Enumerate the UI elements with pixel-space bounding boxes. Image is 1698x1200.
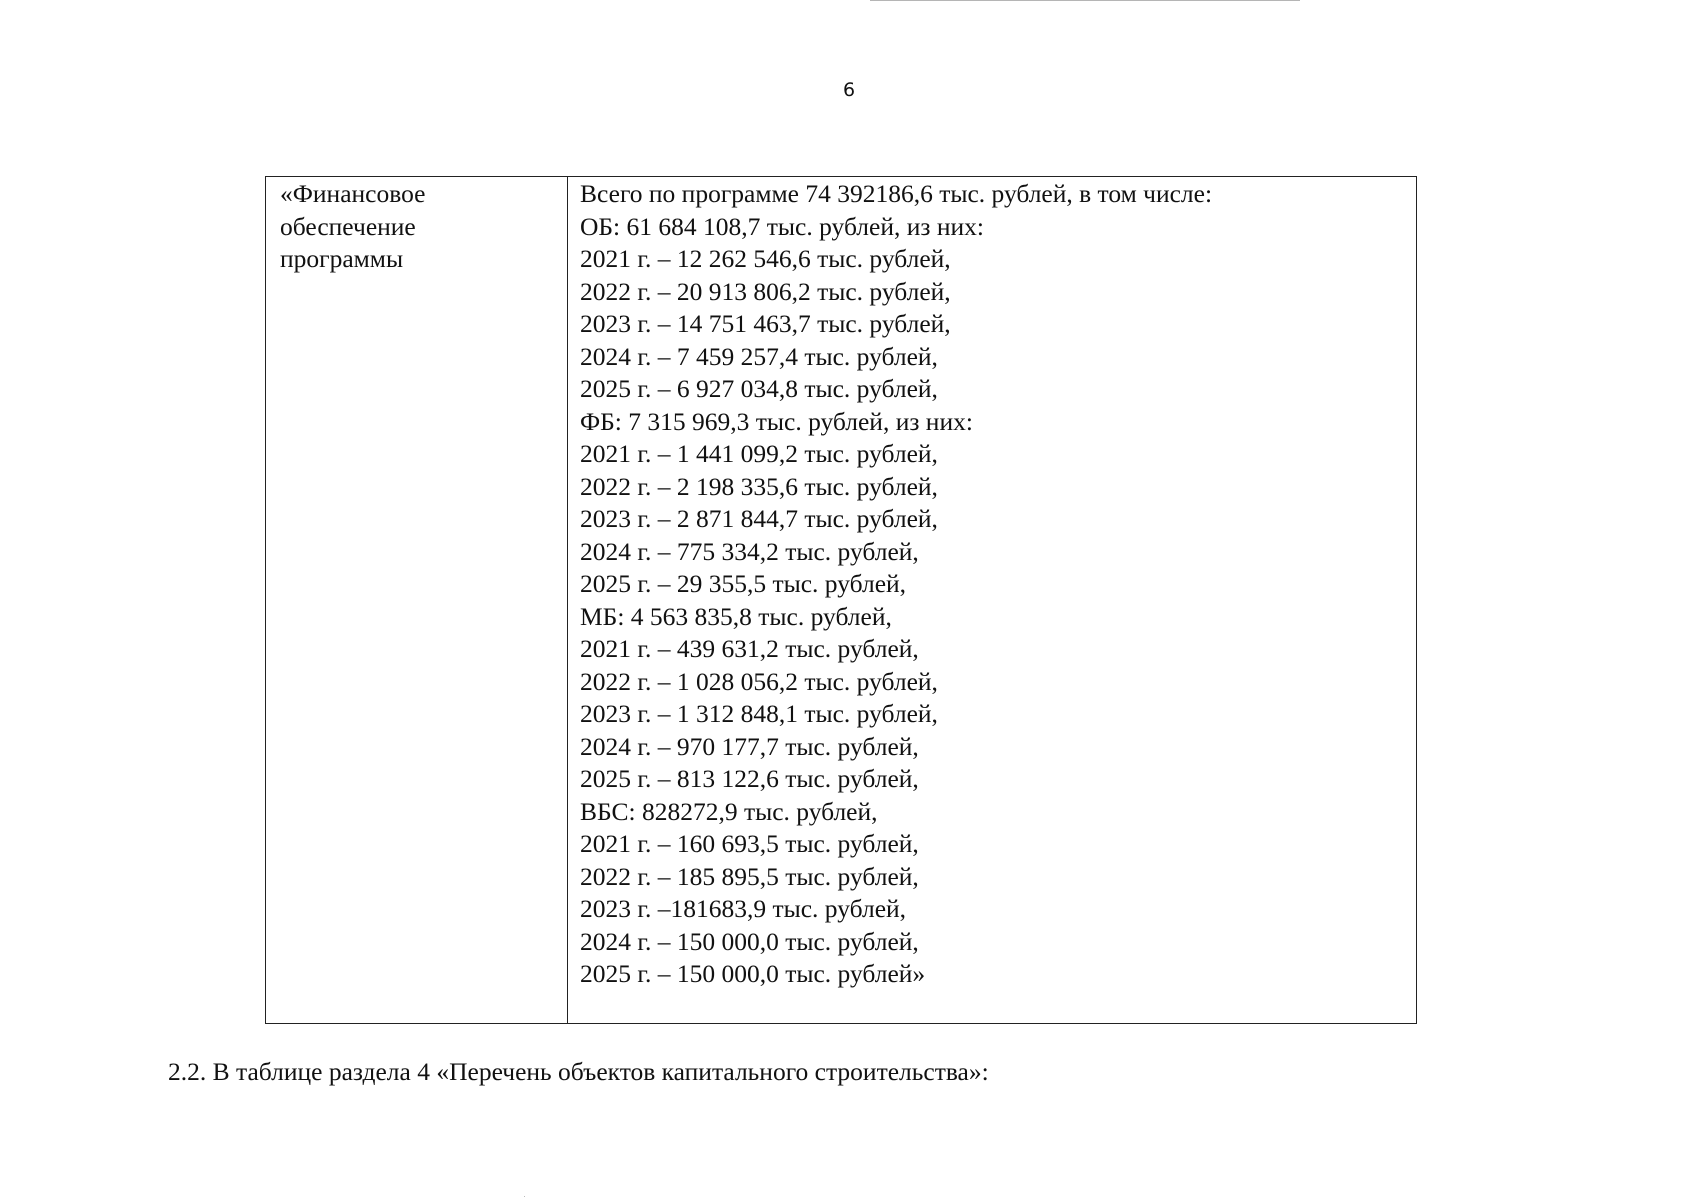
program-financing-table (265, 176, 1417, 1024)
financing-line: ВБС: 828272,9 тыс. рублей, (580, 796, 878, 826)
financing-line: ФБ: 7 315 969,3 тыс. рублей, из них: (580, 406, 973, 436)
financing-line: 2024 г. – 7 459 257,4 тыс. рублей, (580, 341, 938, 371)
label-lines (280, 178, 567, 276)
content-cell (568, 177, 1417, 1024)
financing-line: 2025 г. – 29 355,5 тыс. рублей, (580, 569, 907, 598)
financing-line: 2024 г. – 970 177,7 тыс. рублей, (580, 731, 919, 761)
financing-line: 2023 г. – 14 751 463,7 тыс. рублей, (580, 309, 951, 338)
table-row (266, 177, 1417, 1024)
scan-artifact-line (870, 0, 1300, 1)
financing-line: 2023 г. – 2 871 844,7 тыс. рублей, (580, 504, 938, 533)
financing-line: 2024 г. – 775 334,2 тыс. рублей, (580, 536, 919, 566)
financing-line: МБ: 4 563 835,8 тыс. рублей, (580, 601, 892, 631)
section-instruction-text: 2.2. В таблице раздела 4 «Перечень объектов капитального строительства»: (168, 1057, 989, 1086)
financing-line: 2021 г. – 439 631,2 тыс. рублей, (580, 634, 919, 663)
financing-line: Всего по программе 74 392186,6 тыс. рублей, в том числе: (580, 179, 1213, 208)
label-line: «Финансовое (280, 179, 426, 208)
financing-line: 2025 г. – 813 122,6 тыс. рублей, (580, 764, 919, 793)
scan-artifact-speck (524, 1196, 525, 1197)
financing-line: 2022 г. – 2 198 335,6 тыс. рублей, (580, 471, 938, 501)
label-line: обеспечение (280, 211, 416, 241)
content-lines (580, 178, 1416, 991)
label-line: программы (280, 244, 404, 273)
financing-line: 2022 г. – 1 028 056,2 тыс. рублей, (580, 666, 938, 696)
financing-line: 2022 г. – 20 913 806,2 тыс. рублей, (580, 276, 951, 306)
financing-line: 2023 г. –181683,9 тыс. рублей, (580, 894, 907, 923)
financing-line: 2025 г. – 150 000,0 тыс. рублей» (580, 959, 926, 988)
financing-line: 2021 г. – 12 262 546,6 тыс. рублей, (580, 244, 951, 273)
financing-line: 2021 г. – 1 441 099,2 тыс. рублей, (580, 439, 938, 468)
financing-line: 2021 г. – 160 693,5 тыс. рублей, (580, 829, 919, 858)
financing-line: ОБ: 61 684 108,7 тыс. рублей, из них: (580, 211, 984, 241)
label-cell (266, 177, 568, 1024)
page-number: 6 (842, 79, 856, 101)
financing-line: 2023 г. – 1 312 848,1 тыс. рублей, (580, 699, 938, 728)
financing-line: 2022 г. – 185 895,5 тыс. рублей, (580, 861, 919, 891)
financing-line: 2024 г. – 150 000,0 тыс. рублей, (580, 926, 919, 956)
financing-line: 2025 г. – 6 927 034,8 тыс. рублей, (580, 374, 938, 403)
